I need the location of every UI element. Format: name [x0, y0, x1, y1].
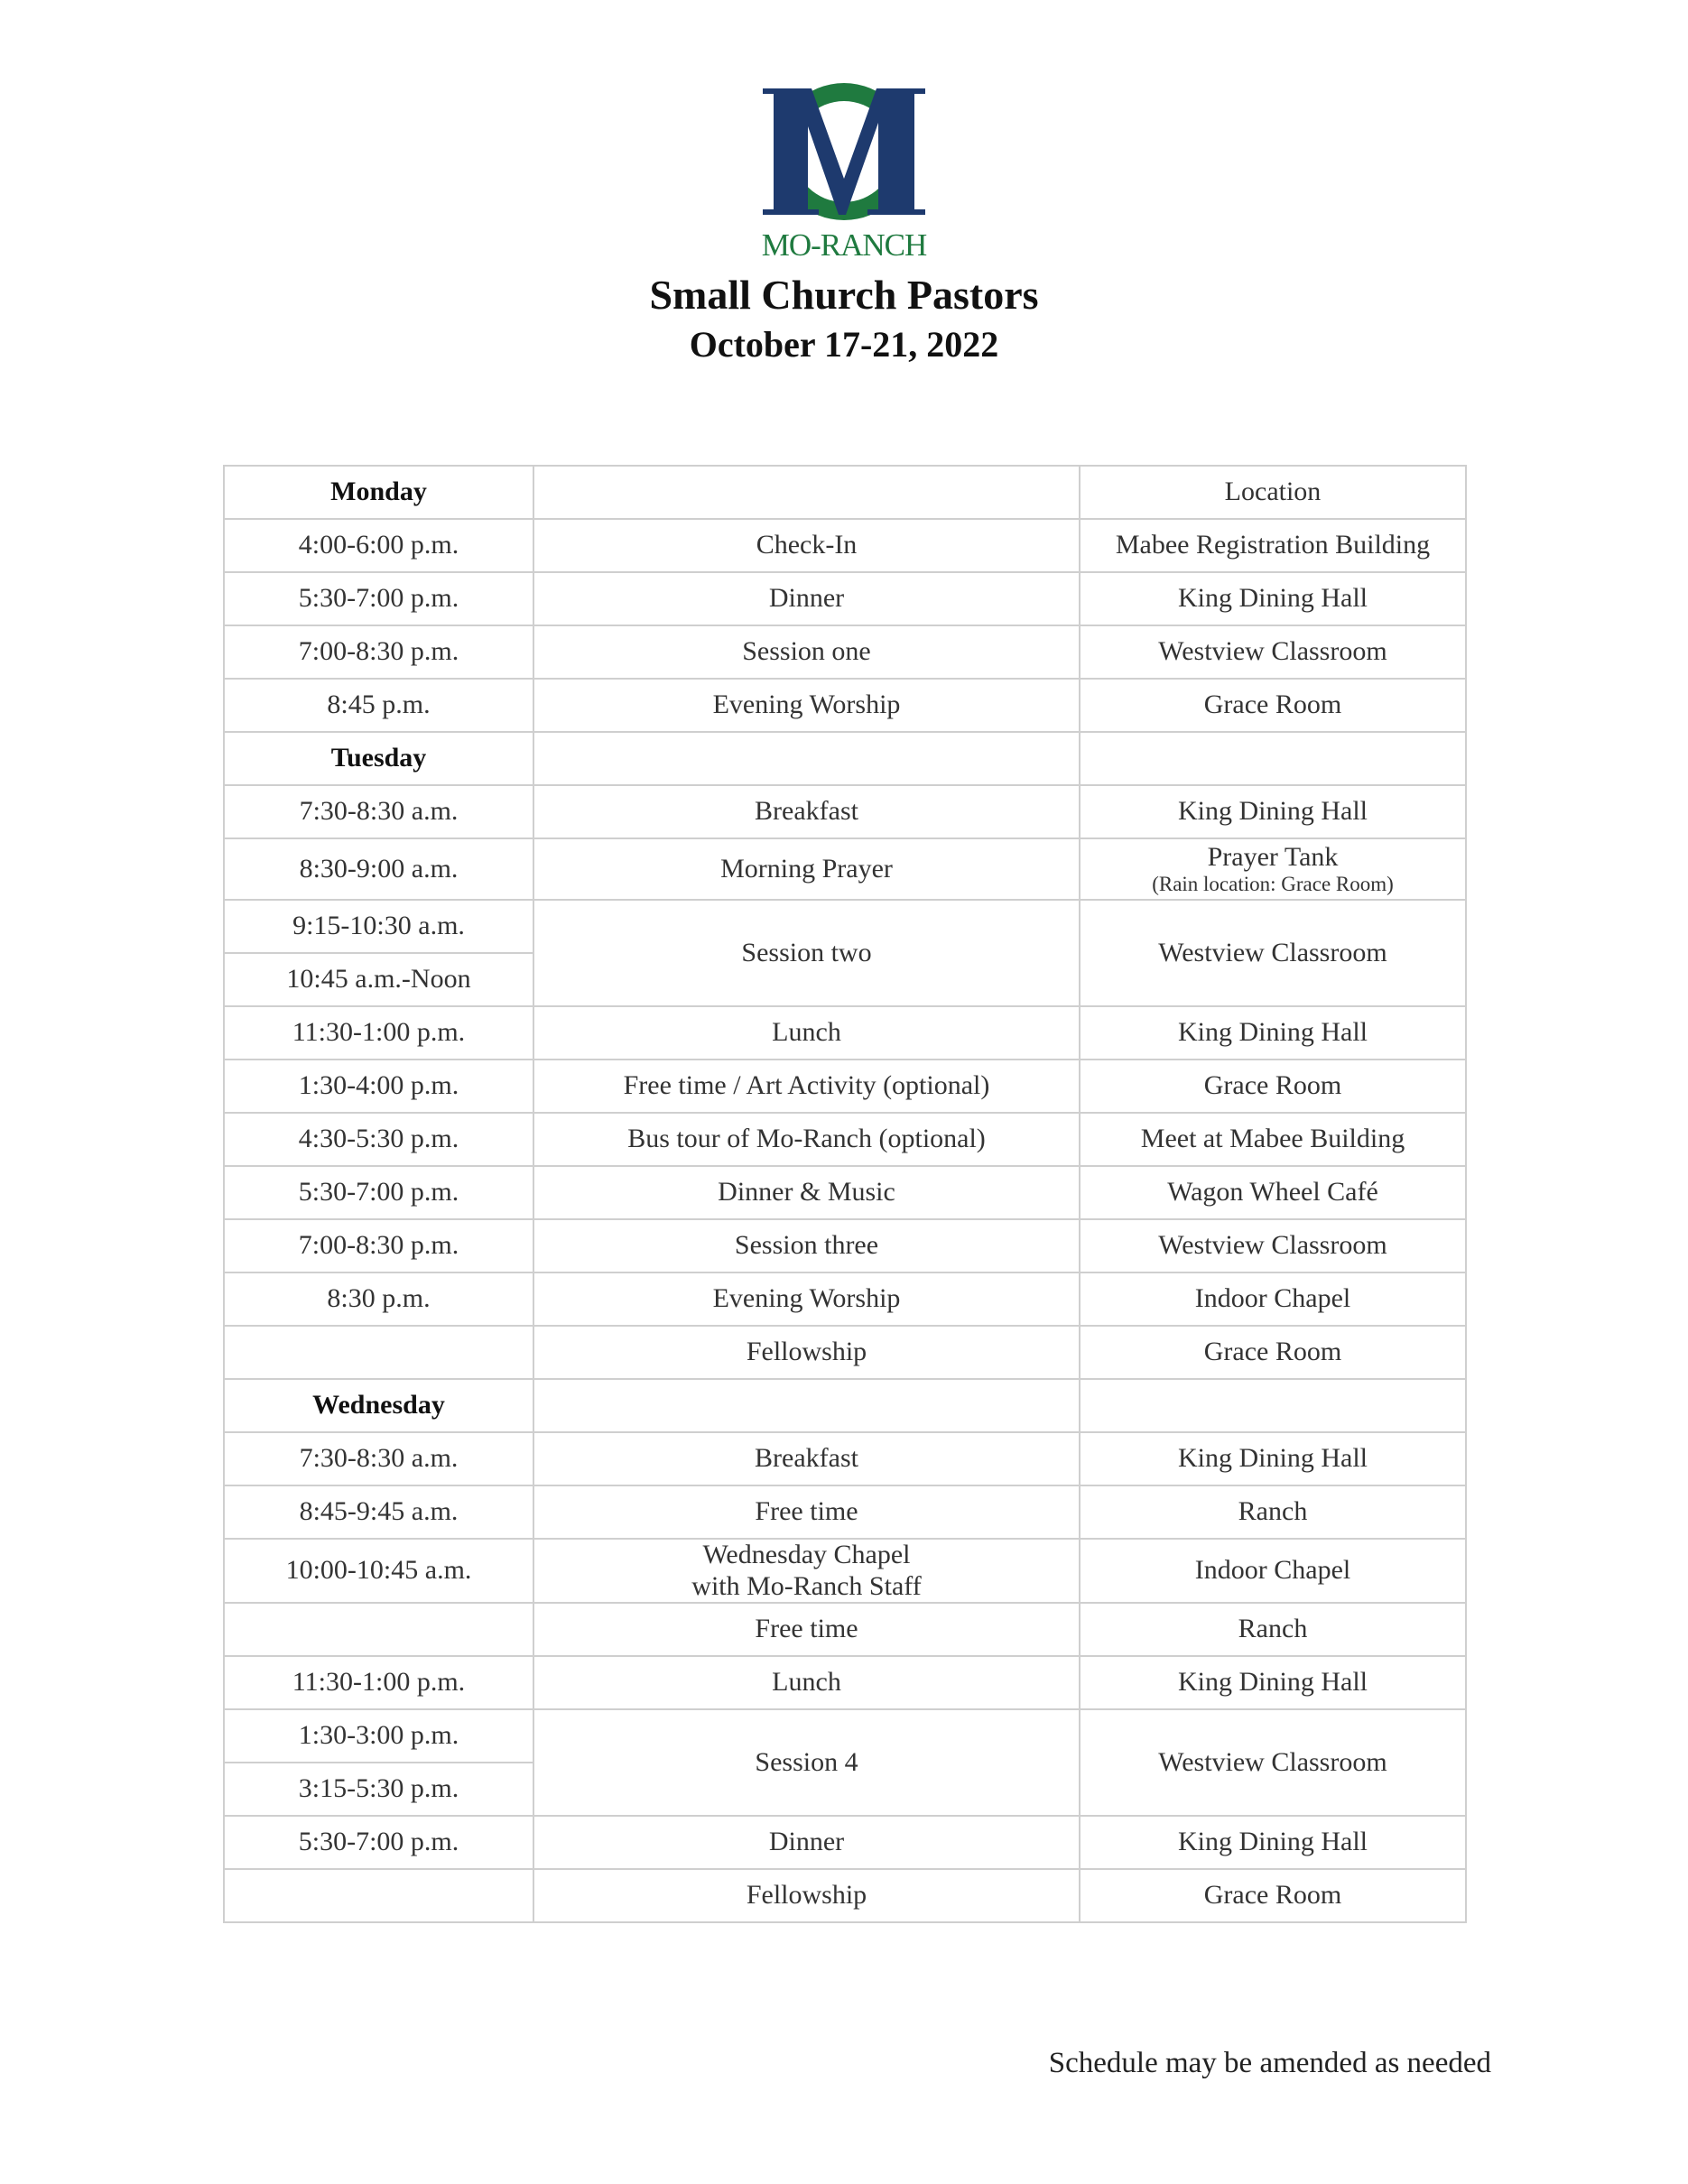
table-row — [224, 1006, 1466, 1060]
time-cell: 8:45-9:45 a.m. — [224, 1485, 533, 1539]
activity-cell: Evening Worship — [533, 679, 1080, 732]
time-cell — [224, 1326, 533, 1379]
time-cell: 5:30-7:00 p.m. — [224, 1816, 533, 1869]
location-cell: Ranch — [1080, 1603, 1466, 1656]
location-cell — [1080, 1379, 1466, 1432]
time-cell: 11:30-1:00 p.m. — [224, 1656, 533, 1709]
location-cell: Meet at Mabee Building — [1080, 1113, 1466, 1166]
table-row — [224, 900, 1466, 953]
time-cell: 1:30-4:00 p.m. — [224, 1060, 533, 1113]
table-row — [224, 1219, 1466, 1272]
location-heading: Location — [1080, 466, 1466, 519]
table-row — [224, 1539, 1466, 1603]
location-cell — [1080, 732, 1466, 785]
schedule-note: Schedule may be amended as needed — [1048, 2047, 1491, 2079]
activity-cell: Dinner — [533, 572, 1080, 625]
activity-cell: Lunch — [533, 1006, 1080, 1060]
location-cell: Grace Room — [1080, 679, 1466, 732]
time-cell: 8:30-9:00 a.m. — [224, 838, 533, 900]
activity-heading — [533, 466, 1080, 519]
location-cell: Westview Classroom — [1080, 1709, 1466, 1816]
table-row — [224, 1060, 1466, 1113]
rain-location-note: (Rain location: Grace Room) — [1152, 873, 1394, 896]
table-row — [224, 572, 1466, 625]
table-row — [224, 785, 1466, 838]
time-cell — [224, 1603, 533, 1656]
activity-cell: Free time — [533, 1485, 1080, 1539]
activity-cell: Dinner — [533, 1816, 1080, 1869]
activity-cell: Free time — [533, 1603, 1080, 1656]
time-cell — [224, 1869, 533, 1922]
table-row — [224, 1603, 1466, 1656]
location-cell: Indoor Chapel — [1080, 1272, 1466, 1326]
time-cell: 7:30-8:30 a.m. — [224, 785, 533, 838]
time-cell: 11:30-1:00 p.m. — [224, 1006, 533, 1060]
location-cell: King Dining Hall — [1080, 1816, 1466, 1869]
location-text: Prayer Tank — [1207, 841, 1339, 872]
activity-cell: Breakfast — [533, 1432, 1080, 1485]
activity-cell: Morning Prayer — [533, 838, 1080, 900]
location-cell: Ranch — [1080, 1485, 1466, 1539]
table-row — [224, 625, 1466, 679]
table-row — [224, 519, 1466, 572]
activity-line-2: with Mo-Ranch Staff — [691, 1570, 922, 1601]
location-cell: King Dining Hall — [1080, 1432, 1466, 1485]
time-cell: 7:30-8:30 a.m. — [224, 1432, 533, 1485]
location-cell: Grace Room — [1080, 1869, 1466, 1922]
location-cell — [1080, 838, 1466, 900]
time-cell: 7:00-8:30 p.m. — [224, 625, 533, 679]
activity-cell: Dinner & Music — [533, 1166, 1080, 1219]
activity-cell: Session three — [533, 1219, 1080, 1272]
time-cell: 4:30-5:30 p.m. — [224, 1113, 533, 1166]
time-cell: 8:30 p.m. — [224, 1272, 533, 1326]
day-heading-wednesday: Wednesday — [224, 1379, 533, 1432]
table-row — [224, 1656, 1466, 1709]
table-row — [224, 1485, 1466, 1539]
location-cell: King Dining Hall — [1080, 785, 1466, 838]
location-cell: King Dining Hall — [1080, 572, 1466, 625]
activity-cell: Lunch — [533, 1656, 1080, 1709]
activity-line-1: Wednesday Chapel — [702, 1540, 911, 1569]
activity-cell: Evening Worship — [533, 1272, 1080, 1326]
location-cell: Westview Classroom — [1080, 900, 1466, 1006]
table-row — [224, 1869, 1466, 1922]
location-cell: Grace Room — [1080, 1326, 1466, 1379]
time-cell: 10:45 a.m.-Noon — [224, 953, 533, 1006]
day-row-wednesday — [224, 1379, 1466, 1432]
schedule-table — [223, 465, 1467, 1923]
location-cell: Mabee Registration Building — [1080, 519, 1466, 572]
location-cell: Indoor Chapel — [1080, 1539, 1466, 1603]
time-cell: 7:00-8:30 p.m. — [224, 1219, 533, 1272]
location-cell: Westview Classroom — [1080, 625, 1466, 679]
time-cell: 1:30-3:00 p.m. — [224, 1709, 533, 1763]
location-cell: King Dining Hall — [1080, 1006, 1466, 1060]
table-header-row — [224, 466, 1466, 519]
activity-cell: Bus tour of Mo-Ranch (optional) — [533, 1113, 1080, 1166]
time-cell: 8:45 p.m. — [224, 679, 533, 732]
page-title: Small Church Pastors — [649, 272, 1039, 318]
time-cell: 4:00-6:00 p.m. — [224, 519, 533, 572]
activity-cell — [533, 1539, 1080, 1603]
table-row — [224, 1326, 1466, 1379]
activity-cell: Fellowship — [533, 1869, 1080, 1922]
activity-cell: Free time / Art Activity (optional) — [533, 1060, 1080, 1113]
day-row-tuesday — [224, 732, 1466, 785]
day-heading-monday: Monday — [224, 466, 533, 519]
activity-cell: Breakfast — [533, 785, 1080, 838]
location-cell: King Dining Hall — [1080, 1656, 1466, 1709]
activity-cell: Session one — [533, 625, 1080, 679]
day-heading-tuesday: Tuesday — [224, 732, 533, 785]
activity-cell: Session 4 — [533, 1709, 1080, 1816]
logo-text: MO-RANCH — [761, 227, 927, 263]
activity-cell: Fellowship — [533, 1326, 1080, 1379]
time-cell: 10:00-10:45 a.m. — [224, 1539, 533, 1603]
table-row — [224, 1272, 1466, 1326]
time-cell: 9:15-10:30 a.m. — [224, 900, 533, 953]
time-cell: 5:30-7:00 p.m. — [224, 572, 533, 625]
table-row — [224, 679, 1466, 732]
activity-cell: Session two — [533, 900, 1080, 1006]
time-cell: 3:15-5:30 p.m. — [224, 1763, 533, 1816]
table-row — [224, 1166, 1466, 1219]
location-cell: Westview Classroom — [1080, 1219, 1466, 1272]
activity-cell — [533, 1379, 1080, 1432]
location-cell: Grace Room — [1080, 1060, 1466, 1113]
table-row — [224, 838, 1466, 900]
table-row — [224, 1816, 1466, 1869]
time-cell: 5:30-7:00 p.m. — [224, 1166, 533, 1219]
table-row — [224, 1432, 1466, 1485]
activity-cell: Check-In — [533, 519, 1080, 572]
location-cell: Wagon Wheel Café — [1080, 1166, 1466, 1219]
table-row — [224, 1113, 1466, 1166]
table-row — [224, 1709, 1466, 1763]
event-dates: October 17-21, 2022 — [689, 324, 999, 365]
activity-cell — [533, 732, 1080, 785]
